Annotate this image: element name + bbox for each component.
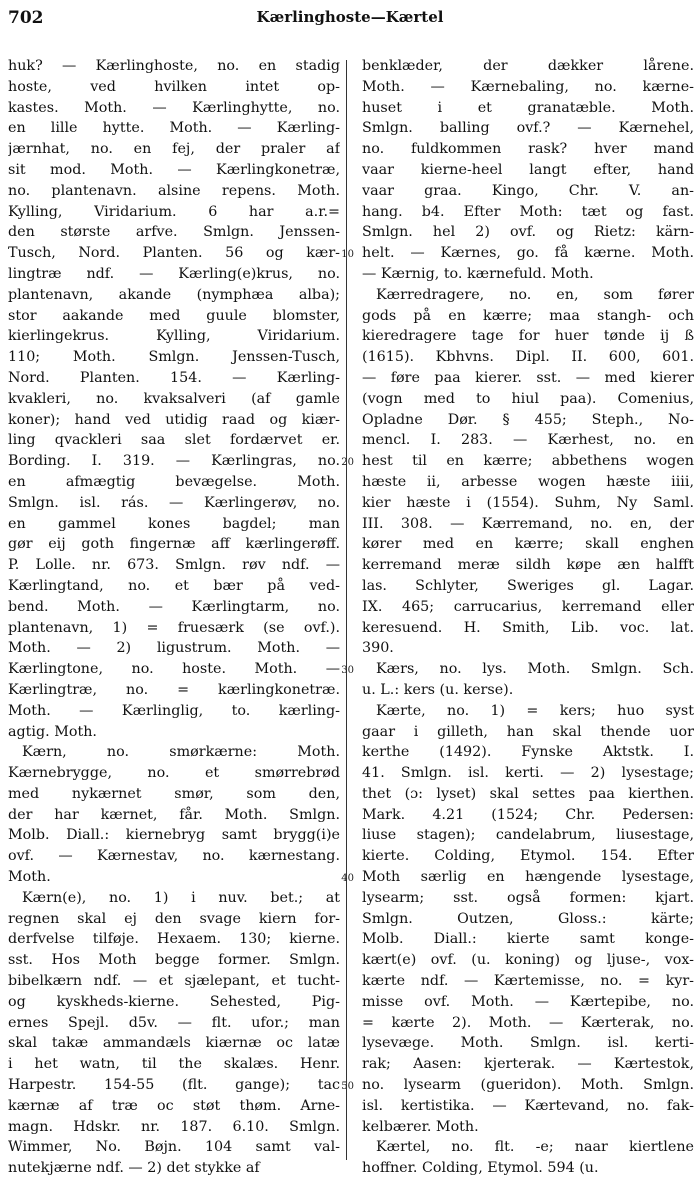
right-column-line: keresuend. H. Smith, Lib. voc. lat. [362,619,694,636]
left-column-line: ling qvackleri saa slet fordærvet er. [8,432,340,449]
left-column [8,56,340,1179]
left-column-line: regnen skal ej den svage kiern for- [8,910,340,927]
right-column-line: kærte ndf. — Kærtemisse, no. = kyr- [362,973,694,990]
left-column-line: lingtræ ndf. — Kærling(e)krus, no. [8,265,340,282]
right-column-line: Opladne Dør. § 455; Steph., No- [362,411,694,428]
right-column-line: — Kærnig, to. kærnefuld. Moth. [362,265,594,282]
left-column-line: Tusch, Nord. Planten. 56 og kær- [8,245,340,262]
left-column-line: sit mod. Moth. — Kærlingkonetræ, [8,161,340,178]
left-column-line: Kærn(e), no. 1) i nuv. bet.; at [22,889,340,906]
left-column-line: skal takæ ammandæls kiærnæ oc latæ [8,1035,340,1052]
right-column-line: kært(e) ovf. (u. koning) og ljuse-, vox- [362,952,694,969]
line-number-mark: 10 [341,249,354,261]
right-column-line: Kærredragere, no. en, som fører [376,286,694,303]
right-column-line: (vogn med to hiul paa). Comenius, [362,390,694,407]
left-column-line: Moth. — Kærlinglig, to. kærling- [8,702,340,719]
left-column-line: koner); hand ved utidig raad og kiær- [8,411,340,428]
left-column-line: kvakleri, no. kvaksalveri (af gamle [8,390,340,407]
right-column-line: hoffner. Colding, Etymol. 594 (u. [362,1160,599,1177]
left-column-line: derfvelse tilføje. Hexaem. 130; kierne. [8,931,340,948]
right-column-line: kelbærer. Moth. [362,1118,479,1135]
left-column-line: bibelkærn ndf. — et sjælepant, et tucht- [8,973,340,990]
right-column-line: (1615). Kbhvns. Dipl. II. 600, 601. [362,349,694,366]
left-column-line: en lille hytte. Moth. — Kærling- [8,120,340,137]
left-column-line: Wimmer, No. Bøjn. 104 samt val- [8,1139,340,1156]
left-column-line: Kylling, Viridarium. 6 har a.r.= [8,203,340,220]
right-column-line: kører med en kærre; skall enghen [362,536,694,553]
left-column-line: Moth. — 2) ligustrum. Moth. — [8,640,340,657]
left-column-line: agtig. Moth. [8,723,97,740]
right-column-line: Smlgn. balling ovf.? — Kærnehel, [362,120,694,137]
right-column-line: rak; Aasen: kjerterak. — Kærtestok, [362,1056,694,1073]
left-column-line: kærnæ af træ oc støt thøm. Arne- [8,1097,340,1114]
left-column-line: nutekjærne ndf. — 2) det stykke af [8,1160,260,1177]
right-column-line: no. fuldkommen rask? hver mand [362,141,694,158]
page-header [0,0,700,34]
right-column-line: hest til en kærre; abbethens wogen [362,453,694,470]
right-column-line: Smlgn. Outzen, Gloss.: kärte; [362,910,694,927]
left-column-line: Kærlingtone, no. hoste. Moth. — [8,661,340,678]
right-column-line: Kærtel, no. flt. -e; naar kiertlene [376,1139,694,1156]
right-column-line: isl. kertistika. — Kærtevand, no. fak- [362,1097,694,1114]
right-column-line: thet (ɔ: lyset) skal settes paa kierthen. [362,785,694,802]
running-title: Kærlinghoste—Kærtel [256,8,444,26]
left-column-line: i het watn, til the skalæs. Henr. [8,1056,340,1073]
right-column-line: hæste ii, arbesse wogen hæste iiii, [362,473,694,490]
left-column-line: Kærlingtræ, no. = kærlingkonetræ. [8,681,340,698]
right-column-line: huset i et granatæble. Moth. [362,99,694,116]
left-column-line: Kærlingtand, no. et bær på ved- [8,577,340,594]
left-column-line: huk? — Kærlinghoste, no. en stadig [8,58,340,74]
left-column-line: en gammel kones bagdel; man [8,515,340,532]
left-column-line: P. Lolle. nr. 673. Smlgn. røv ndf. — [8,557,340,574]
left-column-line: Molb. Diall.: kiernebryg samt brygg(i)e [8,827,340,844]
right-column-line: 390. [362,640,394,657]
left-column-line: ovf. — Kærnestav, no. kærnestang. [8,848,340,865]
left-column-line: der har kærnet, får. Moth. Smlgn. [8,806,340,823]
right-column-line: Smlgn. hel 2) ovf. og Rietz: kärn- [362,224,694,241]
left-column-line: Kærn, no. smørkærne: Moth. [22,744,340,761]
right-column-line: 41. Smlgn. isl. kerti. — 2) lysestage; [362,765,694,782]
line-number-mark: 40 [341,873,354,885]
right-column-line: helt. — Kærnes, go. få kærne. Moth. [362,245,694,262]
right-column-line: vaar graa. Kingo, Chr. V. an- [362,182,694,199]
right-column-line: = kærte 2). Moth. — Kærterak, no. [362,1014,694,1031]
left-column-line: gør eij goth fingernæ aff kærlingerøff. [8,536,340,553]
left-column-line: Harpestr. 154-55 (flt. gange); tac [8,1077,340,1094]
right-column-line: kieredragere tage for huer tønde ij ß [362,328,694,345]
line-number-mark: 30 [341,665,354,677]
right-column-line: IX. 465; carrucarius, kerremand eller [362,598,694,615]
right-column-line: lysevæge. Moth. Smlgn. isl. kerti- [362,1035,694,1052]
right-column-line: no. lysearm (gueridon). Moth. Smlgn. [362,1077,694,1094]
left-column-line: sst. Hos Moth begge former. Smlgn. [8,952,340,969]
right-column-line: kierte. Colding, Etymol. 154. Efter [362,848,694,865]
left-column-line: stor aakande med guule blomster, [8,307,340,324]
line-number-mark: 20 [341,457,354,469]
left-column-line: kastes. Moth. — Kærlinghytte, no. [8,99,340,116]
right-column-line: vaar kierne-heel langt efter, hand [362,161,694,178]
left-column-line: plantenavn, 1) = fruesærk (se ovf.). [8,619,340,636]
left-column-line: Kærnebrygge, no. et smørrebrød [8,765,340,782]
right-column-line: liuse stagen); candelabrum, liusestage, [362,827,694,844]
right-column-line: benklæder, der dækker lårene. [362,58,694,74]
left-column-line: den største arfve. Smlgn. Jenssen- [8,224,340,241]
right-column-line: Molb. Diall.: kierte samt konge- [362,931,694,948]
right-column [362,56,694,1179]
left-column-line: med nykærnet smør, som den, [8,785,340,802]
right-column-line: misse ovf. Moth. — Kærtepibe, no. [362,993,694,1010]
left-column-line: plantenavn, akande (nymphæa alba); [8,286,340,303]
right-column-line: gaar i gilleth, han skal thende uor [362,723,694,740]
left-column-line: Moth. [8,869,51,886]
right-column-line: Kærte, no. 1) = kers; huo syst [376,702,694,719]
right-column-line: — føre paa kierer. sst. — med kierer [362,369,694,386]
left-column-line: og kyskheds-kierne. Sehested, Pig- [8,993,340,1010]
right-column-line: kerthe (1492). Fynske Aktstk. I. [362,744,694,761]
right-column-line: mencl. I. 283. — Kærhest, no. en [362,432,694,449]
right-column-line: las. Schlyter, Sweriges gl. Lagar. [362,577,694,594]
left-column-line: Bording. I. 319. — Kærlingras, no. [8,453,340,470]
left-column-line: kierlingekrus. Kylling, Viridarium. [8,328,340,345]
right-column-line: lysearm; sst. også formen: kjart. [362,889,694,906]
right-column-line: III. 308. — Kærremand, no. en, der [362,515,694,532]
left-column-line: ernes Spejl. d5v. — flt. ufor.; man [8,1014,340,1031]
right-column-line: kier hæste i (1554). Suhm, Ny Saml. [362,494,694,511]
right-column-line: u. L.: kers (u. kerse). [362,681,514,698]
right-column-line: Kærs, no. lys. Moth. Smlgn. Sch. [376,661,694,678]
right-column-line: kerremand meræ sildh køpe æn halfft [362,557,694,574]
left-column-line: Smlgn. isl. rás. — Kærlingerøv, no. [8,494,340,511]
column-divider [346,60,347,1160]
left-column-line: en afmægtig bevægelse. Moth. [8,473,340,490]
right-column-line: Moth. — Kærnebaling, no. kærne- [362,78,694,95]
left-column-line: magn. Hdskr. nr. 187. 6.10. Smlgn. [8,1118,340,1135]
page-number: 702 [8,8,44,28]
left-column-line: 110; Moth. Smlgn. Jenssen-Tusch, [8,349,340,366]
right-column-line: gods på en kærre; maa stangh- och [362,307,694,324]
left-column-line: bend. Moth. — Kærlingtarm, no. [8,598,340,615]
right-column-line: hang. b4. Efter Moth: tæt og fast. [362,203,694,220]
left-column-line: Nord. Planten. 154. — Kærling- [8,369,340,386]
left-column-line: hoste, ved hvilken intet op- [8,78,340,95]
right-column-line: Moth særlig en hængende lysestage, [362,869,694,886]
left-column-line: jærnhat, no. en fej, der praler af [8,141,340,158]
right-column-line: Mark. 4.21 (1524; Chr. Pedersen: [362,806,694,823]
line-number-mark: 50 [341,1081,354,1093]
left-column-line: no. plantenavn. alsine repens. Moth. [8,182,340,199]
